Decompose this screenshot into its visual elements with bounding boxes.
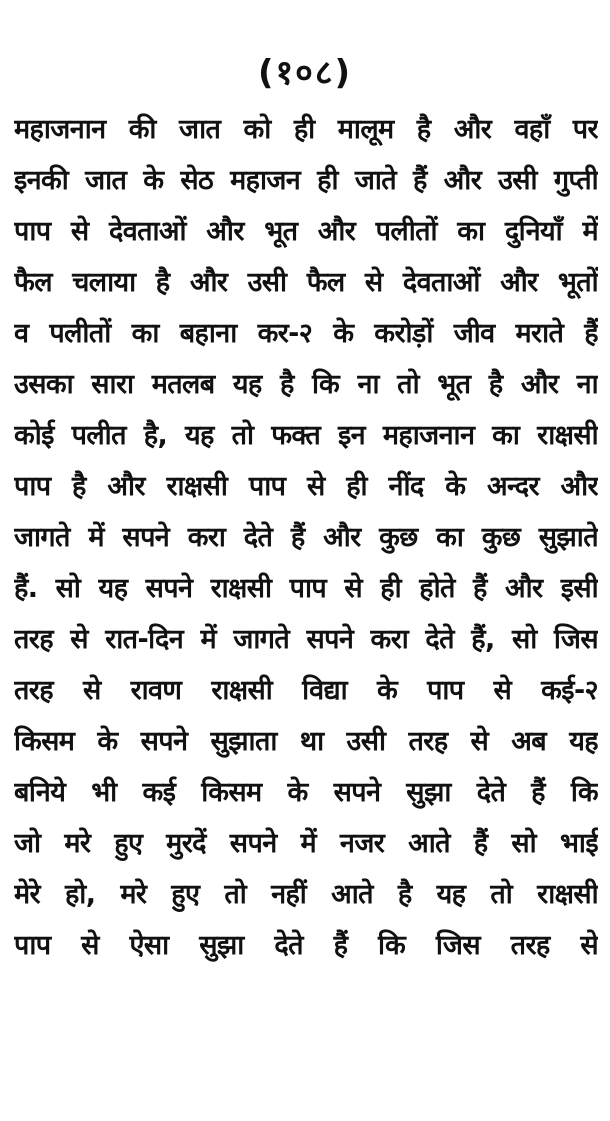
- text-line: उसका सारा मतलब यह है कि ना तो भूत है और ना: [14, 369, 598, 400]
- text-line: जागते में सपने करा देते हैं और कुछ का कुछ सुझाते: [14, 522, 598, 553]
- text-line: फैल चलाया है और उसी फैल से देवताओं और भूतों: [14, 267, 598, 298]
- text-line: तरह से रावण राक्षसी विद्या के पाप से कई-२: [14, 675, 598, 706]
- text-line: बनिये भी कई किसम के सपने सुझा देते हैं कि: [14, 777, 598, 808]
- text-line: हैं. सो यह सपने राक्षसी पाप से ही होते हैं और इसी: [14, 573, 598, 604]
- text-line: मेरे हो, मरे हुए तो नहीं आते है यह तो राक्षसी: [14, 879, 598, 910]
- text-line: पाप है और राक्षसी पाप से ही नींद के अन्दर और: [14, 471, 598, 502]
- text-line: व पलीतों का बहाना कर-२ के करोड़ों जीव मराते हैं: [14, 318, 598, 349]
- page-number: (१०८): [257, 53, 353, 93]
- text-line: जो मरे हुए मुरदें सपने में नजर आते हैं सो भाई: [14, 828, 598, 859]
- text-line: पाप से ऐसा सुझा देते हैं कि जिस तरह से: [14, 930, 598, 961]
- text-line: किसम के सपने सुझाता था उसी तरह से अब यह: [14, 726, 598, 757]
- text-line: इनकी जात के सेठ महाजन ही जाते हैं और उसी गुप्ती: [14, 165, 598, 196]
- text-line: महाजनान की जात को ही मालूम है और वहाँ पर: [14, 114, 598, 145]
- text-line: कोई पलीत है, यह तो फक्त इन महाजनान का राक्षसी: [14, 420, 598, 451]
- body-text: [14, 104, 598, 971]
- text-line: पाप से देवताओं और भूत और पलीतों का दुनियाँ में: [14, 216, 598, 247]
- text-line: तरह से रात-दिन में जागते सपने करा देते हैं, सो जिस: [14, 624, 598, 655]
